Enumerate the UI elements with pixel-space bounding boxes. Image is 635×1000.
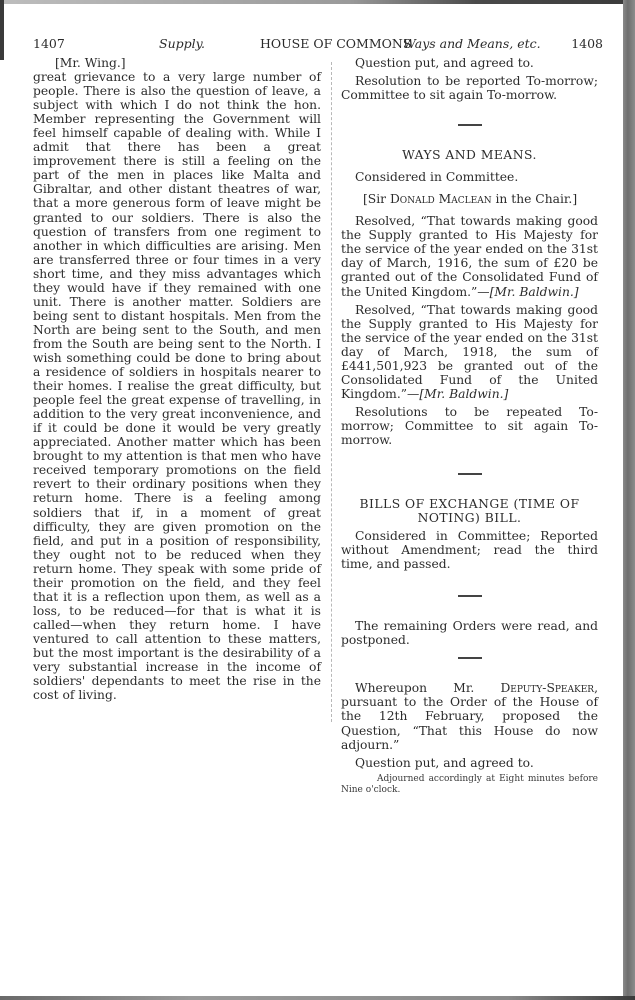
- chair-suffix: in the Chair.]: [491, 192, 578, 207]
- adjournment-text: , pursuant to the Order of the House of the 12th February, proposed the Question, “That this House do now adjourn.”: [341, 681, 598, 752]
- right-page-number: 1408: [571, 36, 603, 51]
- deputy-speaker: Deputy-Speaker: [500, 681, 595, 696]
- resolution-1-text: Resolved, “That towards making good the Supply granted to His Majesty for the service of the year ended on the 31st day of March, 1916, the sum of £20 be granted out of the Consolidated Fund of the United Kingdom.”—: [341, 214, 598, 299]
- resolution-1: [341, 214, 598, 298]
- bills-heading: BILLS OF EXCHANGE (TIME OF NOTING) BILL.: [359, 497, 580, 526]
- left-running-title: Supply.: [159, 36, 205, 51]
- ways-means-heading: WAYS AND MEANS.: [402, 148, 537, 163]
- section-rule: [458, 124, 482, 126]
- scan-left-edge: [0, 0, 4, 60]
- running-header: [33, 36, 603, 52]
- section-rule: [458, 473, 482, 475]
- adjournment-note: Adjourned accordingly at Eight minutes before Nine o'clock.: [341, 773, 598, 795]
- chair-note: [341, 192, 598, 206]
- resolution-2: [341, 303, 598, 401]
- scan-right-edge: [623, 0, 635, 1000]
- chair-prefix: [Sir: [363, 192, 390, 207]
- right-running-title: Ways and Means, etc.: [403, 36, 541, 51]
- speaker-tag: [Mr. Wing.]: [55, 56, 126, 70]
- question-agreed-1: Question put, and agreed to.: [355, 56, 534, 70]
- scan-bottom-edge: [0, 996, 635, 1000]
- left-column: [33, 56, 321, 702]
- resolution-reported: Resolution to be reported To-morrow; Committee to sit again To-morrow.: [341, 74, 598, 103]
- speech-body: great grievance to a very large number of people. There is also the question of leave, a subject with which I do not think the hon. Member representing the Government will feel himself capable of dealing with. While I admit that there has been a great improvement there is still a feeling on the part of the men in places like Malta and Gibraltar, and other distant theatres of war, that a more generous form of leave might be granted to our soldiers. There is also the question of transfers from one regiment to another in which difficulties are arising. Men are transferred three or four times in a very short time, and they miss advantages which they would have if they remained with one unit. There is another matter. Soldiers are being sent to distant hospitals. Men from the North are being sent to the South, and men from the South are being sent to the North. I wish something could be done to bring about a residence of soldiers in hospitals nearer to their homes. I realise the great difficulty, but people feel the great expense of travelling, in addition to the very great inconvenience, and if it could be done it would be very greatly appreciated. Another matter which has been brought to my attention is that men who have received temporary promotions on the field revert to their ordinary positions when they return home. There is a feeling among soldiers that if, in a moment of great difficulty, they are given promotion on the field, and put in a position of responsibility, they ought not to be reduced when they return home. They speak with some pride of their promotion on the field, and they feel that it is a reflection upon them, as well as a loss, to be reduced—for that is what it is called—when they return home. I have ventured to call attention to these matters, but the most important is the desirability of a very substantial increase in the income of soldiers' dependants to meet the rise in the cost of living.: [33, 70, 321, 703]
- resolutions-reported: Resolutions to be repeated To-morrow; Committee to sit again To-morrow.: [341, 404, 598, 447]
- resolution-2-mover: [Mr. Baldwin.]: [419, 386, 509, 401]
- chair-name: Donald Maclean: [389, 192, 492, 207]
- resolution-2-text: Resolved, “That towards making good the Supply granted to His Majesty for the service of the year ended on the 31st day of March, 1918, the sum of £441,501,923 be granted out of the Consolidated Fund of the United Kingdom.”—: [341, 302, 598, 401]
- scan-top-edge: [0, 0, 635, 4]
- center-title: HOUSE OF COMMONS: [260, 36, 412, 51]
- question-agreed-2: Question put, and agreed to.: [355, 755, 534, 770]
- considered-in-committee: Considered in Committee.: [355, 170, 519, 185]
- bills-text: Considered in Committee; Reported without Amendment; read the third time, and passed.: [341, 529, 598, 572]
- adjournment-prefix: Whereupon Mr.: [355, 681, 501, 696]
- section-rule: [458, 595, 482, 597]
- section-rule: [458, 657, 482, 659]
- resolution-1-mover: [Mr. Baldwin.]: [489, 284, 579, 299]
- right-column: [341, 56, 598, 796]
- remaining-orders: The remaining Orders were read, and postponed.: [341, 619, 598, 648]
- left-page-number: 1407: [33, 36, 65, 51]
- adjournment-motion: [341, 681, 598, 751]
- column-divider: [331, 62, 332, 722]
